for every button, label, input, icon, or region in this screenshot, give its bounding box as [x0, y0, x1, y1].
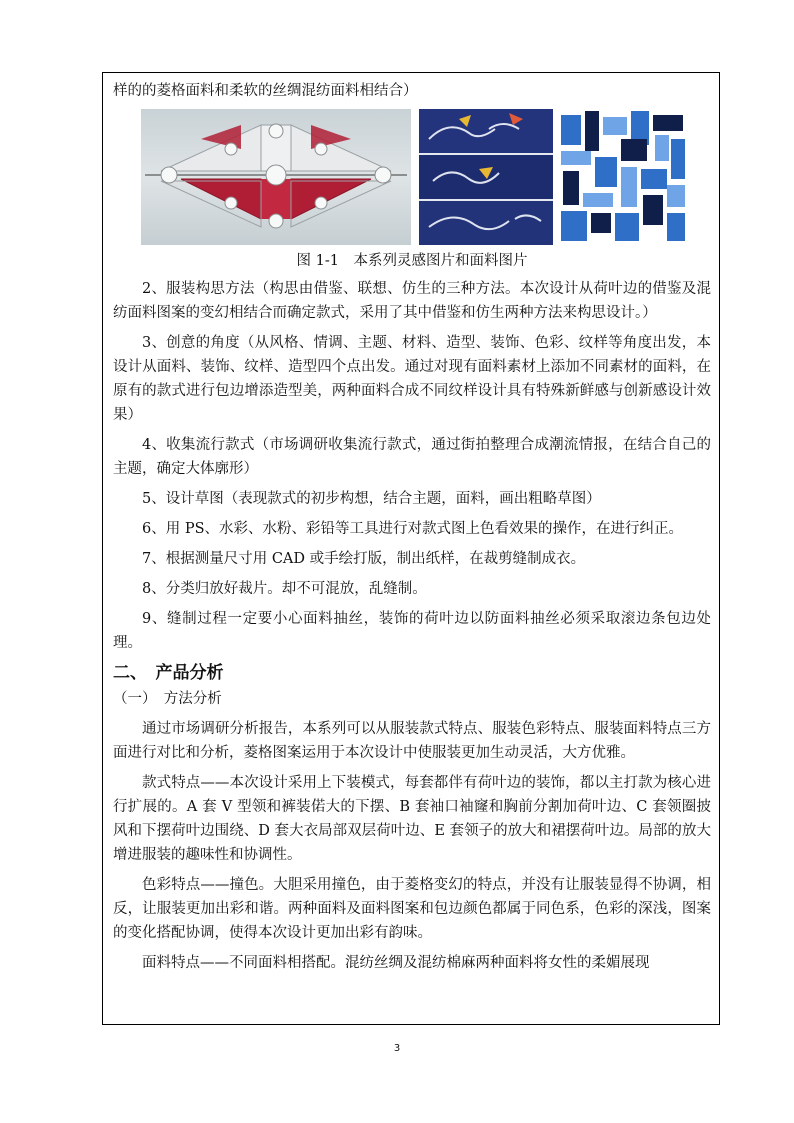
- method-paragraph-3: 3、创意的角度（从风格、情调、主题、材料、造型、装饰、色彩、纹样等角度出发，本设计从面料、装饰、纹样、造型四个点出发。通过对现有面料素材上添加不同素材的面料，在原有的款式进行包边增添造型美，两种面料合成不同纹样设计具有特殊新鲜感与创新感设计效果）: [113, 335, 711, 423]
- analysis-intro-paragraph: 通过市场调研分析报告，本系列可以从服装款式特点、服装色彩特点、服装面料特点三方面进行对比和分析，菱格图案运用于本次设计中使服装更加生动灵活，大方优雅。: [113, 721, 711, 761]
- continued-line: 样的的菱格面料和柔软的丝绸混纺面料相结合）: [113, 83, 418, 99]
- method-paragraph-4: 4、收集流行款式（市场调研收集流行款式，通过街拍整理合成潮流情报，在结合自己的主题，确定大体廓形）: [113, 437, 711, 477]
- figure-caption: 图 1-1 本系列灵感图片和面料图片: [296, 253, 528, 269]
- page-number: 3: [393, 1043, 401, 1054]
- content-frame: [102, 72, 720, 1025]
- color-features-paragraph: 色彩特点——撞色。大胆采用撞色，由于菱格变幻的特点，并没有让服装显得不协调，相反，让服装更加出彩和谐。两种面料及面料图案和包边颜色都属于同色系，色彩的深浅，图案的变化搭配协调，使得本次设计更加出彩有韵味。: [113, 877, 711, 941]
- diamond-brooch-photo: [141, 109, 411, 245]
- method-paragraph-8: 8、分类归放好裁片。却不可混放，乱缝制。: [142, 581, 427, 597]
- section-heading: 二、 产品分析: [113, 663, 224, 683]
- page-content: [113, 79, 711, 981]
- subsection-heading: （一） 方法分析: [113, 691, 222, 707]
- method-paragraph-6: 6、用 PS、水彩、水粉、彩铅等工具进行对款式图上色看效果的操作，在进行纠正。: [142, 521, 684, 537]
- method-paragraph-9: 9、缝制过程一定要小心面料抽丝，装饰的荷叶边以防面料抽丝必须采取滚边条包边处理。: [113, 611, 711, 651]
- style-features-paragraph: 款式特点——本次设计采用上下装模式，每套都伴有荷叶边的装饰，都以主打款为核心进行扩展的。A 套 V 型领和裤装偌大的下摆、B 套袖口袖窿和胸前分割加荷叶边、C 套领圈披风和下摆荷叶边围绕、D 套大衣局部双层荷叶边、E 套领子的放大和裙摆荷叶边。局部的放大增进服装的趣味性和协调性。: [113, 775, 711, 863]
- inspiration-figure: [113, 109, 711, 245]
- method-paragraph-5: 5、设计草图（表现款式的初步构想，结合主题，面料，画出粗略草图）: [142, 491, 601, 507]
- silk-fabric-photo: [419, 109, 553, 245]
- method-paragraph-7: 7、根据测量尺寸用 CAD 或手绘打版，制出纸样，在裁剪缝制成衣。: [142, 551, 586, 567]
- geometric-print-fabric-photo: [559, 109, 687, 245]
- method-paragraph-2: 2、服装构思方法（构思由借鉴、联想、仿生的三种方法。本次设计从荷叶边的借鉴及混纺面料图案的变幻相结合而确定款式，采用了其中借鉴和仿生两种方法来构思设计。）: [113, 281, 711, 321]
- fabric-features-paragraph: 面料特点——不同面料相搭配。混纺丝绸及混纺棉麻两种面料将女性的柔媚展现: [142, 955, 650, 971]
